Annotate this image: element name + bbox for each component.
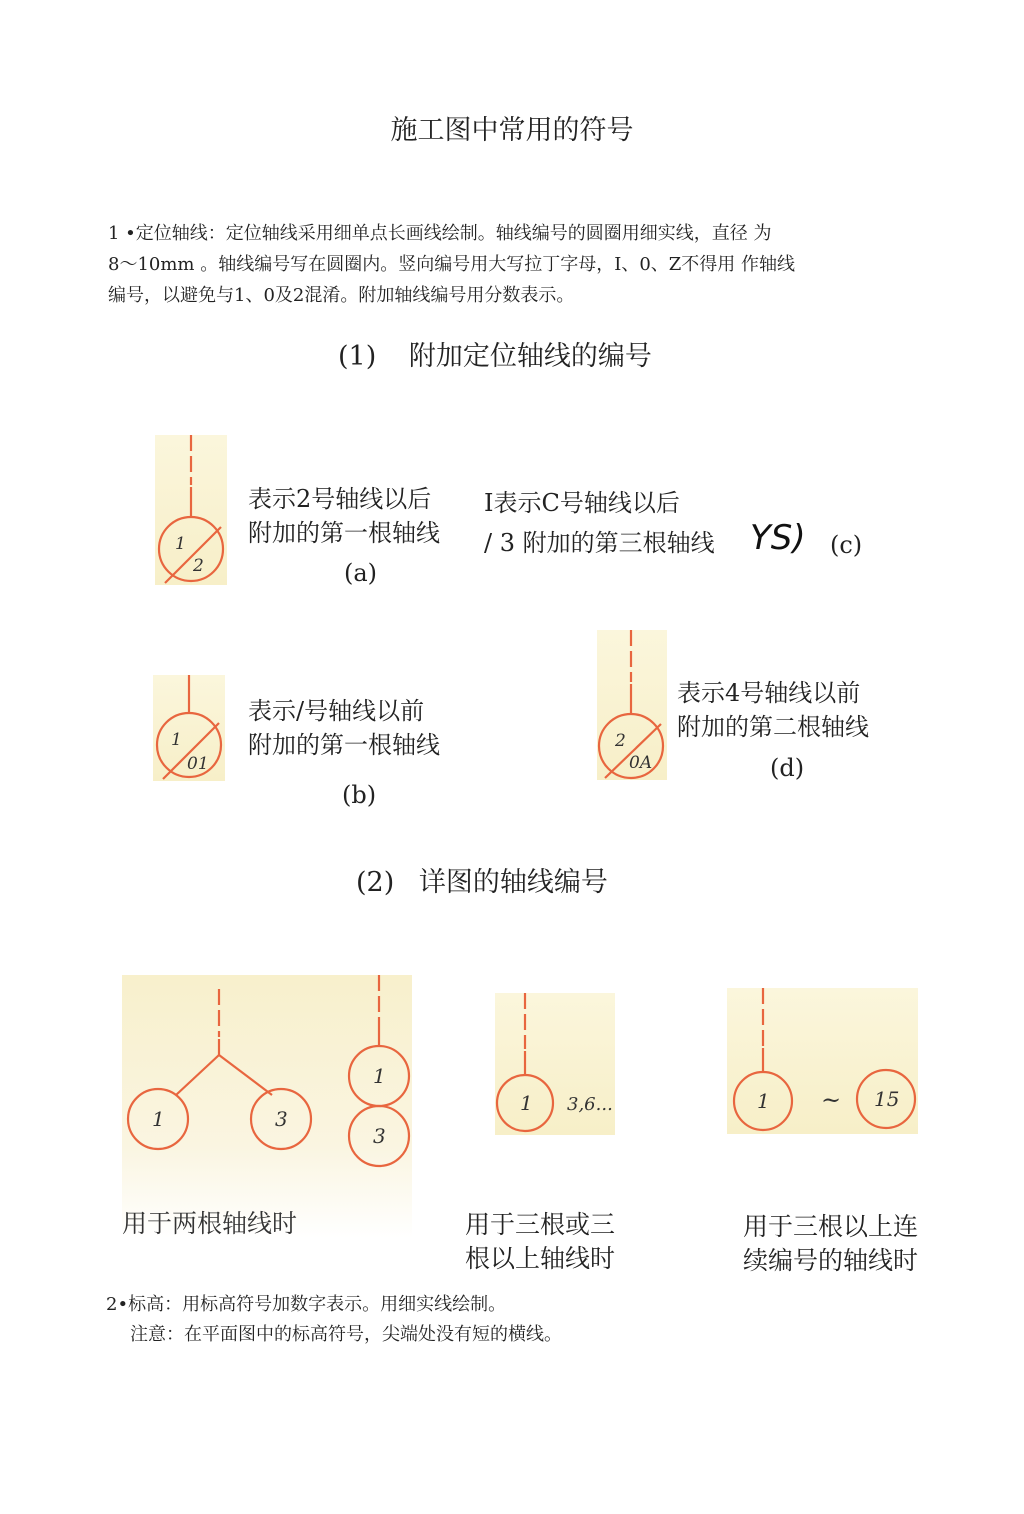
subheading-additional-axis bbox=[338, 334, 652, 373]
caption-c: (c) bbox=[830, 531, 863, 559]
axis-symbol-a bbox=[155, 435, 227, 585]
axis-description bbox=[108, 218, 928, 311]
denominator-d: 0A bbox=[629, 753, 653, 773]
numerator-b: 1 bbox=[171, 730, 182, 750]
detail-two-axes-panel bbox=[122, 975, 412, 1238]
top-stacked-number: 1 bbox=[373, 1064, 386, 1088]
detail3-tilde: ~ bbox=[821, 1086, 842, 1114]
right-circle-number: 3 bbox=[275, 1107, 288, 1131]
label-b-line-2: 附加的第一根轴线 bbox=[248, 731, 440, 759]
left-circle-number: 1 bbox=[152, 1107, 165, 1131]
detail-continuous-axes-graphic bbox=[727, 988, 918, 1134]
label-a bbox=[248, 482, 440, 550]
detail-three-axes-graphic bbox=[495, 993, 615, 1135]
numerator-d: 2 bbox=[615, 731, 626, 751]
axis-symbol-b bbox=[153, 675, 225, 781]
page-title: 施工图中常用的符号 bbox=[390, 115, 634, 146]
label-a-line-2: 附加的第一根轴线 bbox=[248, 519, 440, 547]
label-b-line-1: 表示/号轴线以前 bbox=[248, 697, 425, 725]
label-c-line-1: I表示C号轴线以后 bbox=[484, 489, 680, 517]
caption-a: (a) bbox=[344, 559, 378, 587]
label-d-line-2: 附加的第二根轴线 bbox=[677, 713, 869, 741]
subheading-number: (2) bbox=[356, 867, 395, 898]
numerator-a: 1 bbox=[175, 534, 186, 554]
detail3-left-number: 1 bbox=[757, 1089, 770, 1113]
detail-continuous-axes-panel bbox=[727, 988, 918, 1134]
caption-b: (b) bbox=[342, 781, 377, 809]
axis-description-line-1: 1 •定位轴线：定位轴线采用细单点长画线绘制。轴线编号的圆圈用细实线，直径 为 bbox=[108, 223, 772, 244]
detail-two-axes-caption: 用于两根轴线时 bbox=[122, 1209, 298, 1238]
label-d-line-1: 表示4号轴线以前 bbox=[677, 679, 861, 707]
subheading-detail-axis bbox=[356, 860, 608, 899]
detail2-circle-number: 1 bbox=[520, 1091, 533, 1115]
axis-description-line-3: 编号，以避免与1、0及2混淆。附加轴线编号用分数表示。 bbox=[108, 285, 575, 306]
ocr-artifact: YS) bbox=[750, 518, 806, 558]
detail-continuous-axes-caption bbox=[743, 1210, 918, 1278]
detail3-right-number: 15 bbox=[874, 1087, 900, 1111]
detail-three-axes-caption bbox=[465, 1208, 615, 1276]
detail2-caption-line-1: 用于三根或三 bbox=[465, 1210, 616, 1239]
label-b bbox=[248, 694, 440, 762]
elevation-line-1: 2•标高：用标高符号加数字表示。用细实线绘制。 bbox=[106, 1294, 507, 1315]
detail3-caption-line-1: 用于三根以上连 bbox=[743, 1212, 919, 1241]
axis-symbol-a-graphic bbox=[155, 435, 227, 585]
subheading-number: (1) bbox=[338, 341, 377, 372]
axis-symbol-b-graphic bbox=[153, 675, 225, 781]
detail2-caption-line-2: 根以上轴线时 bbox=[465, 1244, 616, 1273]
detail3-caption-line-2: 续编号的轴线时 bbox=[743, 1246, 919, 1275]
detail2-suffix: 3,6... bbox=[567, 1094, 613, 1115]
axis-description-line-2: 8〜10mm 。轴线编号写在圆圈内。竖向编号用大写拉丁字母，I、0、Z不得用 作轴线 bbox=[108, 254, 796, 275]
denominator-b: 01 bbox=[187, 754, 209, 774]
detail-three-axes-panel bbox=[495, 993, 615, 1135]
subheading-text: 详图的轴线编号 bbox=[418, 867, 608, 898]
caption-d: (d) bbox=[770, 754, 805, 782]
denominator-a: 2 bbox=[193, 556, 204, 576]
subheading-text: 附加定位轴线的编号 bbox=[408, 341, 652, 372]
label-d bbox=[677, 676, 869, 744]
label-a-line-1: 表示2号轴线以后 bbox=[248, 485, 432, 513]
bottom-stacked-number: 3 bbox=[373, 1124, 386, 1148]
elevation-note: 注意：在平面图中的标高符号，尖端处没有短的横线。 bbox=[130, 1324, 562, 1345]
elevation-description bbox=[106, 1290, 562, 1350]
detail-two-axes-graphic bbox=[122, 975, 412, 1238]
axis-symbol-d bbox=[597, 630, 667, 780]
axis-symbol-d-graphic bbox=[597, 630, 667, 780]
label-c-line-2: / 3 附加的第三根轴线 bbox=[484, 529, 715, 557]
